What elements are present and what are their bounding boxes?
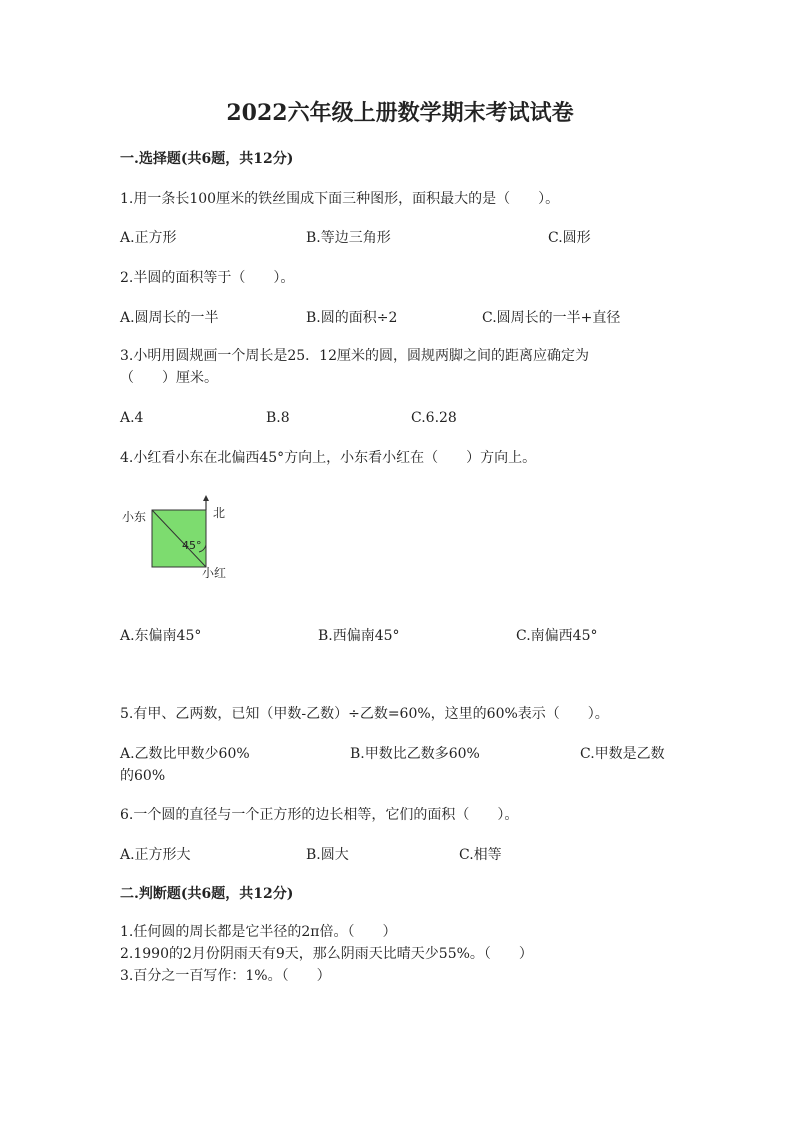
question-4-text: 4.小红看小东在北偏西45°方向上，小东看小红在（ ）方向上。 — [120, 450, 537, 466]
question-1-text: 1.用一条长100厘米的铁丝围成下面三种图形，面积最大的是（ ）。 — [120, 191, 560, 207]
judgment-item-2: 2.1990的2月份阴雨天有9天，那么阴雨天比晴天少55%。（ ） — [120, 946, 533, 962]
question-5-option-c-continued: 的60% — [120, 768, 166, 784]
question-1-option-a: A.正方形 — [120, 230, 177, 246]
question-4-option-b: B.西偏南45° — [318, 628, 400, 644]
question-3-option-a: A.4 — [120, 410, 144, 426]
question-2-option-a: A.圆周长的一半 — [120, 310, 219, 326]
label-angle: 45° — [182, 539, 202, 552]
question-1-option-c: C.圆形 — [548, 230, 591, 246]
question-5-text: 5.有甲、乙两数，已知（甲数-乙数）÷乙数=60%，这里的60%表示（ ）。 — [120, 706, 609, 722]
question-3-option-c: C.6.28 — [411, 410, 457, 426]
question-2-option-c: C.圆周长的一半+直径 — [482, 310, 621, 326]
question-4-option-a: A.东偏南45° — [120, 628, 202, 644]
question-1-option-b: B.等边三角形 — [306, 230, 391, 246]
direction-figure — [118, 495, 248, 590]
question-5-option-b: B.甲数比乙数多60% — [350, 746, 480, 762]
question-6-text: 6.一个圆的直径与一个正方形的边长相等，它们的面积（ ）。 — [120, 807, 519, 823]
question-3-option-b: B.8 — [266, 410, 290, 426]
question-2-option-b: B.圆的面积÷2 — [306, 310, 398, 326]
page-title: 2022六年级上册数学期末考试试卷 — [226, 100, 574, 126]
question-6-option-a: A.正方形大 — [120, 847, 191, 863]
section-heading-choice: 一.选择题(共6题，共12分) — [120, 151, 294, 167]
question-3-text-line2: （ ）厘米。 — [120, 370, 218, 386]
question-6-option-b: B.圆大 — [306, 847, 349, 863]
judgment-item-1: 1.任何圆的周长都是它半径的2π倍。（ ） — [120, 924, 397, 940]
question-5-option-c: C.甲数是乙数 — [580, 746, 665, 762]
question-4-option-c: C.南偏西45° — [516, 628, 598, 644]
north-arrow-icon — [203, 495, 209, 501]
label-xiaodong: 小东 — [122, 510, 147, 524]
question-6-option-c: C.相等 — [459, 847, 502, 863]
question-5-option-a: A.乙数比甲数少60% — [120, 746, 250, 762]
judgment-item-3: 3.百分之一百写作：1%。（ ） — [120, 968, 331, 984]
question-3-text-line1: 3.小明用圆规画一个周长是25．12厘米的圆，圆规两脚之间的距离应确定为 — [120, 348, 589, 364]
question-2-text: 2.半圆的面积等于（ ）。 — [120, 270, 295, 286]
label-xiaohong: 小红 — [202, 566, 227, 580]
label-north: 北 — [213, 506, 226, 520]
section-heading-judgment: 二.判断题(共6题，共12分) — [120, 886, 294, 902]
